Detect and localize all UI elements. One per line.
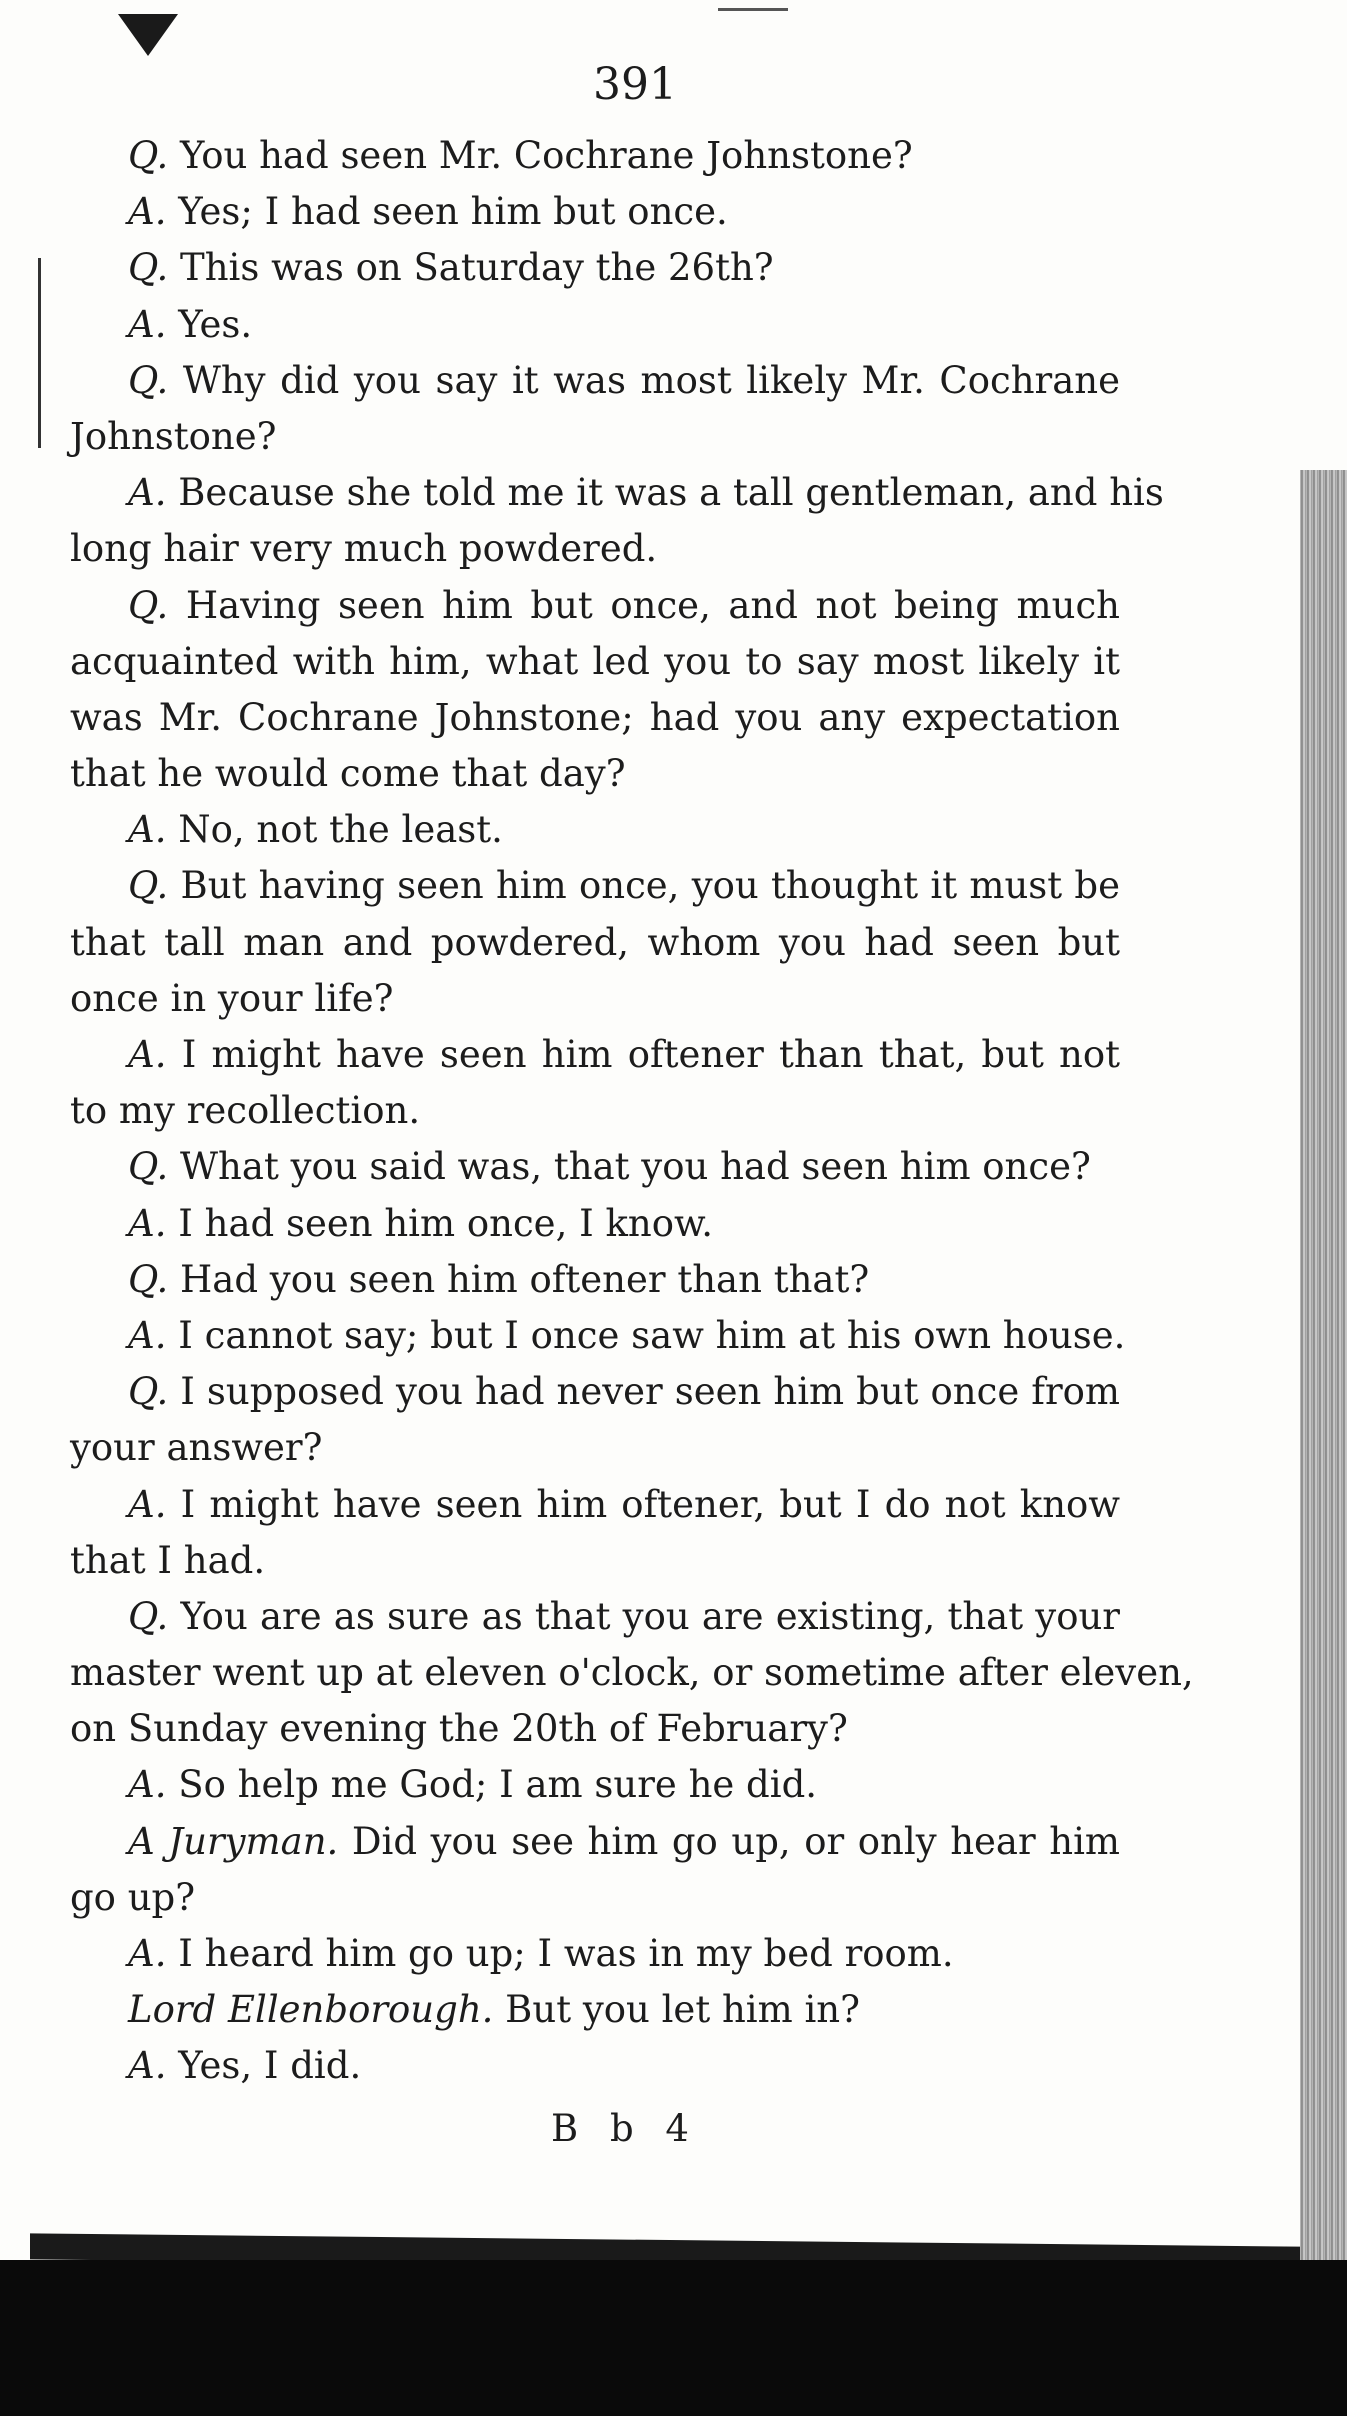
text-line <box>70 746 1120 802</box>
line-text: You had seen Mr. Cochrane Johnstone? <box>168 134 913 177</box>
signature-mark: B b 4 <box>551 2106 699 2150</box>
speaker-label: A. <box>128 1482 167 1526</box>
line-text: master went up at eleven o'clock, or sometime after eleven, <box>70 1651 1194 1695</box>
text-line <box>70 1364 1120 1420</box>
text-line <box>70 1083 1120 1139</box>
speaker-label: A. <box>128 808 167 852</box>
line-text: Yes; I had seen him but once. <box>166 190 728 234</box>
line-text: This was on Saturday the 26th? <box>168 246 774 290</box>
text-line <box>70 1982 1120 2038</box>
line-text: What you said was, that you had seen him once? <box>168 1145 1091 1189</box>
text-line <box>70 1252 1120 1308</box>
text-line <box>70 184 1120 240</box>
speaker-label: A. <box>128 2044 167 2088</box>
line-text: acquainted with him, what led you to say most likely it <box>70 639 1120 683</box>
line-text: to my recollection. <box>70 1089 421 1133</box>
line-text: that tall man and powdered, whom you had seen but <box>70 920 1120 964</box>
text-line <box>70 1139 1120 1195</box>
speaker-label: Q. <box>128 358 169 402</box>
line-text: Why did you say it was most likely Mr. Cochrane <box>168 358 1120 402</box>
speaker-label: A Juryman. <box>128 1819 339 1863</box>
text-line <box>70 353 1120 409</box>
text-line <box>70 690 1120 746</box>
line-text: that he would come that day? <box>70 752 626 796</box>
line-text: I might have seen him oftener, but I do not know <box>166 1482 1120 1526</box>
page-edge-shadow <box>1300 470 1347 2416</box>
text-line <box>70 1533 1120 1589</box>
line-text: Having seen him but once, and not being much <box>168 583 1120 627</box>
speaker-label: Q. <box>128 864 169 908</box>
speaker-label: A. <box>128 302 167 346</box>
text-line <box>70 465 1164 521</box>
speaker-label: Q. <box>128 1257 169 1301</box>
line-text: I supposed you had never seen him but once from <box>168 1370 1120 1414</box>
speaker-label: Q. <box>128 1145 169 1189</box>
text-line <box>70 521 1120 577</box>
text-line <box>70 1027 1120 1083</box>
text-line <box>70 240 1120 296</box>
text-block <box>70 50 1194 2159</box>
line-text: that I had. <box>70 1538 266 1582</box>
speaker-label: Lord Ellenborough. <box>128 1988 494 2032</box>
line-text: But you let him in? <box>493 1988 860 2032</box>
text-line <box>70 1420 1120 1476</box>
speaker-label: A. <box>128 1932 167 1975</box>
speaker-label: A. <box>128 1763 167 1807</box>
line-text: go up? <box>70 1875 196 1919</box>
speaker-label: A. <box>128 471 167 515</box>
text-line <box>70 409 1120 465</box>
line-text: No, not the least. <box>166 808 503 852</box>
line-text: once in your life? <box>70 976 394 1020</box>
speaker-label: A. <box>128 1033 167 1076</box>
speaker-label: Q. <box>128 134 169 177</box>
line-text: Did you see him go up, or only hear him <box>338 1819 1120 1863</box>
text-line <box>70 1926 1120 1982</box>
speaker-label: A. <box>128 190 167 234</box>
line-text: Because she told me it was a tall gentleman, and his <box>166 471 1164 515</box>
text-line <box>70 915 1120 971</box>
text-line <box>70 128 1120 184</box>
text-line <box>70 578 1120 634</box>
text-line <box>70 1477 1120 1533</box>
line-text: I had seen him once, I know. <box>166 1201 714 1245</box>
page-number: 391 <box>593 59 677 110</box>
line-text: I cannot say; but I once saw him at his own house. <box>166 1313 1126 1357</box>
text-line <box>70 1308 1126 1364</box>
text-line <box>70 858 1120 914</box>
bottom-shadow-band <box>0 2260 1347 2416</box>
text-line <box>70 971 1120 1027</box>
top-rule-mark <box>718 8 788 11</box>
speaker-label: Q. <box>128 246 169 290</box>
text-line <box>70 634 1120 690</box>
line-text: was Mr. Cochrane Johnstone; had you any expectation <box>70 695 1120 739</box>
speaker-label: A. <box>128 1313 167 1357</box>
text-line <box>70 1589 1120 1645</box>
text-line <box>70 1870 1120 1926</box>
line-text: on Sunday evening the 20th of February? <box>70 1707 848 1751</box>
text-line <box>70 1196 1120 1252</box>
line-text: Yes, I did. <box>166 2044 362 2088</box>
speaker-label: Q. <box>128 583 169 627</box>
line-text: Johnstone? <box>70 414 277 458</box>
speaker-label: A. <box>128 1201 167 1245</box>
line-text: I might have seen him oftener than that, but not <box>166 1033 1120 1076</box>
speaker-label: Q. <box>128 1594 169 1638</box>
speaker-label: Q. <box>128 1370 169 1414</box>
line-text: So help me God; I am sure he did. <box>166 1763 818 1807</box>
text-line <box>70 1645 1194 1701</box>
text-line <box>70 2038 1120 2094</box>
transcript-lines <box>70 128 1194 2095</box>
line-text: Yes. <box>166 302 253 346</box>
text-line <box>70 1757 1120 1813</box>
text-line <box>70 1814 1120 1870</box>
text-line <box>70 1701 1120 1757</box>
line-text: long hair very much powdered. <box>70 527 658 571</box>
line-text: But having seen him once, you thought it must be <box>168 864 1120 908</box>
text-line <box>70 297 1120 353</box>
line-text: your answer? <box>70 1426 323 1470</box>
margin-line-mark <box>38 258 41 448</box>
text-line <box>70 802 1120 858</box>
line-text: You are as sure as that you are existing, that your <box>168 1594 1120 1638</box>
line-text: I heard him go up; I was in my bed room. <box>166 1932 954 1975</box>
line-text: Had you seen him oftener than that? <box>168 1257 870 1301</box>
